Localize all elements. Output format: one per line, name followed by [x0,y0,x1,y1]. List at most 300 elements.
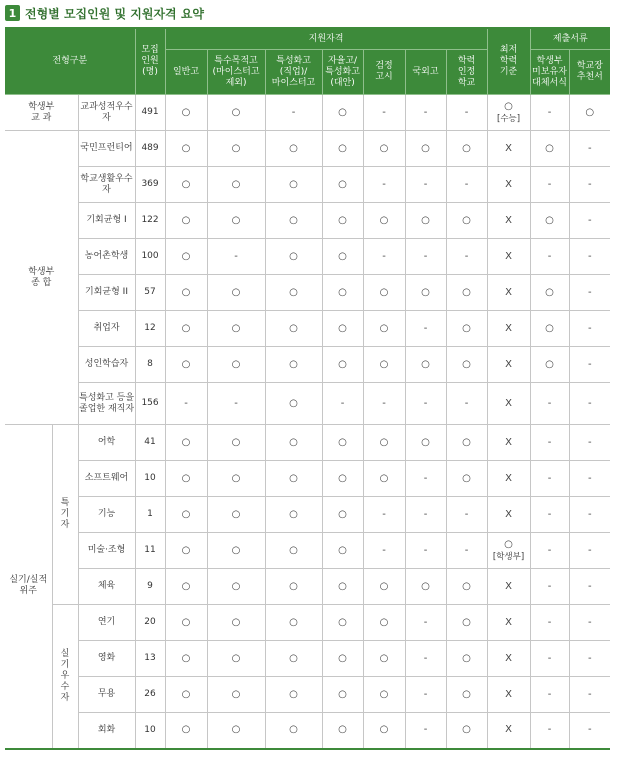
doc-cell [569,167,610,203]
cell-mark: ○ [289,178,298,190]
header-elig-col: 특수목적고 (마이스터고 제외) [207,50,265,95]
cell-mark: ○ [338,436,347,448]
eligibility-cell [322,533,363,569]
table-row [5,311,610,347]
doc-cell [569,425,610,461]
eligibility-cell [322,203,363,239]
cell-mark: - [547,178,552,190]
cell-mark: X [505,178,512,190]
min-edu-cell [487,383,530,425]
quota-value: 156 [135,383,165,425]
eligibility-cell [322,641,363,677]
cell-mark: X [505,688,512,700]
quota-value: 489 [135,131,165,167]
cell-mark: ○ [231,508,241,520]
eligibility-cell [322,311,363,347]
section-title-text: 전형별 모집인원 및 지원자격 요약 [25,6,205,21]
cell-mark: - [423,544,428,556]
eligibility-cell [165,461,207,497]
eligibility-cell [322,347,363,383]
subgroup-label-silgi-usuja: 실 기 우 수 자 [52,605,78,749]
eligibility-cell [405,311,446,347]
eligibility-cell [207,533,265,569]
eligibility-cell [265,569,322,605]
cell-mark: X [505,436,512,448]
cell-mark: ○ [338,250,347,262]
min-edu-cell [487,425,530,461]
cell-mark: - [547,106,552,118]
cell-mark: - [423,724,428,736]
quota-value: 369 [135,167,165,203]
min-edu-cell [487,569,530,605]
eligibility-cell [207,203,265,239]
doc-cell [530,605,569,641]
eligibility-cell [363,713,405,749]
doc-cell [530,239,569,275]
cell-mark: - [587,250,592,262]
cell-mark: ○ [289,250,298,262]
min-edu-cell [487,203,530,239]
cell-mark: ○ [231,142,241,154]
cell-mark: - [423,106,428,118]
doc-cell [569,497,610,533]
cell-mark: ○ [421,214,430,226]
cell-mark: ○ [181,688,191,700]
cell-mark: ○ [289,652,298,664]
cell-mark: X [505,724,512,736]
cell-mark: - [587,286,592,298]
quota-value: 11 [135,533,165,569]
eligibility-cell [363,461,405,497]
min-edu-cell [487,131,530,167]
cell-mark: - [547,472,552,484]
quota-value: 13 [135,641,165,677]
eligibility-cell [363,425,405,461]
eligibility-cell [207,461,265,497]
min-edu-cell [487,275,530,311]
eligibility-cell [405,605,446,641]
table-row [5,425,610,461]
cell-mark: ○ [289,358,298,370]
eligibility-cell [207,95,265,131]
eligibility-cell [405,167,446,203]
cell-mark: ○ [462,652,471,664]
cell-mark: ○ [181,652,191,664]
eligibility-cell [265,461,322,497]
doc-cell [530,641,569,677]
table-row [5,497,610,533]
cell-mark: - [184,397,188,409]
cell-mark: X [505,397,512,409]
cell-mark: - [423,688,428,700]
table-row [5,605,610,641]
doc-cell [569,203,610,239]
doc-cell [530,347,569,383]
admission-type-name: 국민프런티어 [78,131,135,167]
admission-type-name: 연기 [78,605,135,641]
quota-value: 12 [135,311,165,347]
cell-mark: ○ [181,322,191,334]
header-elig-col: 특성화고 (직업)/ 마이스터고 [265,50,322,95]
min-edu-note: [수능] [497,113,521,124]
cell-mark: - [547,724,552,736]
cell-mark: - [587,580,592,592]
cell-mark: ○ [462,436,471,448]
eligibility-cell [405,641,446,677]
eligibility-cell [363,203,405,239]
eligibility-cell [405,569,446,605]
cell-mark: ○ [231,688,241,700]
cell-mark: ○ [338,214,347,226]
cell-mark: - [382,508,386,520]
cell-mark: - [382,397,386,409]
table-row [5,275,610,311]
eligibility-cell [446,569,487,605]
eligibility-cell [265,203,322,239]
cell-mark: ○ [421,286,430,298]
cell-mark: - [423,616,428,628]
eligibility-cell [165,275,207,311]
table-row [5,95,610,131]
cell-mark: - [547,616,552,628]
doc-cell [530,569,569,605]
eligibility-cell [322,677,363,713]
cell-mark: ○ [181,358,191,370]
cell-mark: ○ [338,142,347,154]
eligibility-cell [207,239,265,275]
cell-mark: - [587,544,592,556]
cell-mark: ○ [545,322,554,334]
cell-mark: ○ [379,214,389,226]
cell-mark: ○ [231,652,241,664]
eligibility-cell [405,239,446,275]
admission-type-name: 기회균형 I [78,203,135,239]
eligibility-cell [405,533,446,569]
eligibility-cell [446,167,487,203]
eligibility-cell [265,533,322,569]
min-edu-cell [487,347,530,383]
cell-mark: - [464,250,469,262]
cell-mark: ○ [379,142,389,154]
cell-mark: ○ [338,616,347,628]
doc-cell [569,131,610,167]
cell-mark: ○ [379,652,389,664]
eligibility-cell [165,383,207,425]
cell-mark: - [382,178,386,190]
cell-mark: - [423,250,428,262]
cell-mark: ○ [462,142,471,154]
cell-mark: X [505,508,512,520]
eligibility-cell [322,461,363,497]
admission-type-name: 미술·조형 [78,533,135,569]
header-elig-col: 자율고/ 특성화고 (대안) [322,50,363,95]
table-body [5,95,610,749]
cell-mark: ○ [379,436,389,448]
doc-cell [530,497,569,533]
doc-cell [530,131,569,167]
quota-value: 20 [135,605,165,641]
cell-mark: ○ [338,688,347,700]
cell-mark: ○ [504,100,513,112]
eligibility-cell [363,275,405,311]
doc-cell [530,95,569,131]
doc-cell [530,713,569,749]
eligibility-cell [207,347,265,383]
min-edu-cell [487,239,530,275]
table-row [5,533,610,569]
eligibility-cell [165,677,207,713]
cell-mark: X [505,652,512,664]
quota-value: 8 [135,347,165,383]
cell-mark: - [423,322,428,334]
admission-type-name: 성인학습자 [78,347,135,383]
eligibility-cell [265,383,322,425]
doc-cell [530,383,569,425]
table-row [5,167,610,203]
cell-mark: ○ [379,724,389,736]
doc-cell [569,311,610,347]
eligibility-cell [322,131,363,167]
cell-mark: ○ [231,286,241,298]
eligibility-cell [322,95,363,131]
cell-mark: X [505,214,512,226]
eligibility-cell [265,605,322,641]
cell-mark: ○ [379,286,389,298]
cell-mark: ○ [379,358,389,370]
cell-mark: ○ [231,358,241,370]
eligibility-cell [446,311,487,347]
cell-mark: - [382,250,386,262]
quota-value: 41 [135,425,165,461]
cell-mark: - [587,688,592,700]
section-number-badge: 1 [5,5,20,21]
cell-mark: ○ [231,436,241,448]
cell-mark: ○ [338,544,347,556]
cell-mark: ○ [462,286,471,298]
eligibility-cell [207,677,265,713]
eligibility-cell [405,275,446,311]
cell-mark: ○ [338,724,347,736]
header-eligibility: 지원자격 [165,28,487,50]
doc-cell [569,275,610,311]
admission-type-name: 기능 [78,497,135,533]
cell-mark: ○ [379,472,389,484]
eligibility-cell [363,569,405,605]
eligibility-cell [322,497,363,533]
cell-mark: ○ [379,616,389,628]
cell-mark: ○ [181,286,191,298]
eligibility-cell [322,569,363,605]
cell-mark: ○ [462,724,471,736]
eligibility-cell [165,347,207,383]
eligibility-cell [265,425,322,461]
min-edu-cell [487,311,530,347]
cell-mark: ○ [181,250,191,262]
eligibility-cell [363,239,405,275]
eligibility-cell [165,425,207,461]
cell-mark: ○ [338,652,347,664]
eligibility-cell [446,275,487,311]
cell-mark: ○ [462,214,471,226]
eligibility-cell [322,167,363,203]
eligibility-cell [207,497,265,533]
cell-mark: - [382,106,386,118]
cell-mark: - [464,178,469,190]
group-label-gyogwa: 학생부 교 과 [5,95,78,131]
eligibility-cell [363,311,405,347]
cell-mark: - [547,250,552,262]
cell-mark: ○ [462,580,471,592]
doc-cell [569,605,610,641]
admission-type-name: 취업자 [78,311,135,347]
eligibility-cell [363,167,405,203]
header-doc-col: 학교장 추천서 [569,50,610,95]
cell-mark: ○ [181,214,191,226]
eligibility-cell [405,347,446,383]
eligibility-cell [207,167,265,203]
cell-mark: ○ [338,178,347,190]
cell-mark: ○ [421,142,430,154]
eligibility-cell [446,605,487,641]
eligibility-cell [446,641,487,677]
eligibility-cell [405,677,446,713]
cell-mark: - [547,508,552,520]
cell-mark: - [423,472,428,484]
eligibility-cell [207,275,265,311]
quota-value: 9 [135,569,165,605]
cell-mark: - [587,616,592,628]
cell-mark: - [587,358,592,370]
cell-mark: - [234,397,238,409]
cell-mark: ○ [462,472,471,484]
eligibility-cell [405,131,446,167]
eligibility-cell [265,677,322,713]
cell-mark: - [587,397,592,409]
header-doc-col: 학생부 미보유자 대체서식 [530,50,569,95]
min-edu-note: [학생부] [492,551,525,562]
cell-mark: - [547,688,552,700]
cell-mark: ○ [338,508,347,520]
eligibility-cell [446,461,487,497]
cell-mark: ○ [545,214,554,226]
admission-summary-table [5,27,610,750]
table-row [5,641,610,677]
cell-mark: ○ [545,358,554,370]
eligibility-cell [207,425,265,461]
eligibility-cell [446,131,487,167]
section-title [5,4,204,22]
eligibility-cell [265,497,322,533]
admission-type-name: 영화 [78,641,135,677]
quota-value: 10 [135,713,165,749]
eligibility-cell [165,131,207,167]
cell-mark: - [587,178,592,190]
eligibility-cell [322,383,363,425]
table-row [5,713,610,749]
eligibility-cell [265,641,322,677]
eligibility-cell [363,497,405,533]
min-edu-cell [487,713,530,749]
eligibility-cell [207,311,265,347]
cell-mark: ○ [289,508,298,520]
cell-mark: ○ [231,472,241,484]
admission-type-name: 농어촌학생 [78,239,135,275]
cell-mark: ○ [181,508,191,520]
cell-mark: ○ [181,178,191,190]
doc-cell [569,641,610,677]
cell-mark: ○ [231,178,241,190]
cell-mark: - [547,544,552,556]
doc-cell [530,311,569,347]
eligibility-cell [165,239,207,275]
cell-mark: ○ [231,322,241,334]
cell-mark: ○ [289,688,298,700]
cell-mark: ○ [585,106,595,118]
cell-mark: - [587,472,592,484]
eligibility-cell [207,641,265,677]
eligibility-cell [446,347,487,383]
cell-mark: - [423,652,428,664]
doc-cell [530,461,569,497]
cell-mark: - [587,436,592,448]
admission-type-name: 교과성적우수자 [78,95,135,131]
cell-mark: - [464,508,469,520]
eligibility-cell [265,713,322,749]
doc-cell [530,425,569,461]
doc-cell [569,533,610,569]
eligibility-cell [165,95,207,131]
cell-mark: X [505,616,512,628]
cell-mark: ○ [462,358,471,370]
cell-mark: X [505,250,512,262]
cell-mark: ○ [181,580,191,592]
eligibility-cell [405,713,446,749]
cell-mark: ○ [181,142,191,154]
header-min-edu: 최저 학력 기준 [487,28,530,95]
eligibility-cell [363,347,405,383]
quota-value: 57 [135,275,165,311]
quota-value: 491 [135,95,165,131]
cell-mark: - [423,178,428,190]
table-row [5,677,610,713]
eligibility-cell [363,533,405,569]
eligibility-cell [165,569,207,605]
cell-mark: ○ [421,436,430,448]
doc-cell [569,713,610,749]
eligibility-cell [446,95,487,131]
quota-value: 1 [135,497,165,533]
admission-type-name: 기회균형 II [78,275,135,311]
doc-cell [569,239,610,275]
cell-mark: ○ [289,544,298,556]
min-edu-cell [487,461,530,497]
cell-mark: X [505,142,512,154]
cell-mark: ○ [379,580,389,592]
cell-mark: - [547,652,552,664]
cell-mark: - [340,397,345,409]
eligibility-cell [446,497,487,533]
cell-mark: ○ [231,616,241,628]
cell-mark: X [505,580,512,592]
cell-mark: - [587,508,592,520]
eligibility-cell [265,131,322,167]
header-elig-col: 국외고 [405,50,446,95]
eligibility-cell [207,713,265,749]
header-docs: 제출서류 [530,28,610,50]
eligibility-cell [265,347,322,383]
cell-mark: ○ [289,322,298,334]
eligibility-cell [446,533,487,569]
